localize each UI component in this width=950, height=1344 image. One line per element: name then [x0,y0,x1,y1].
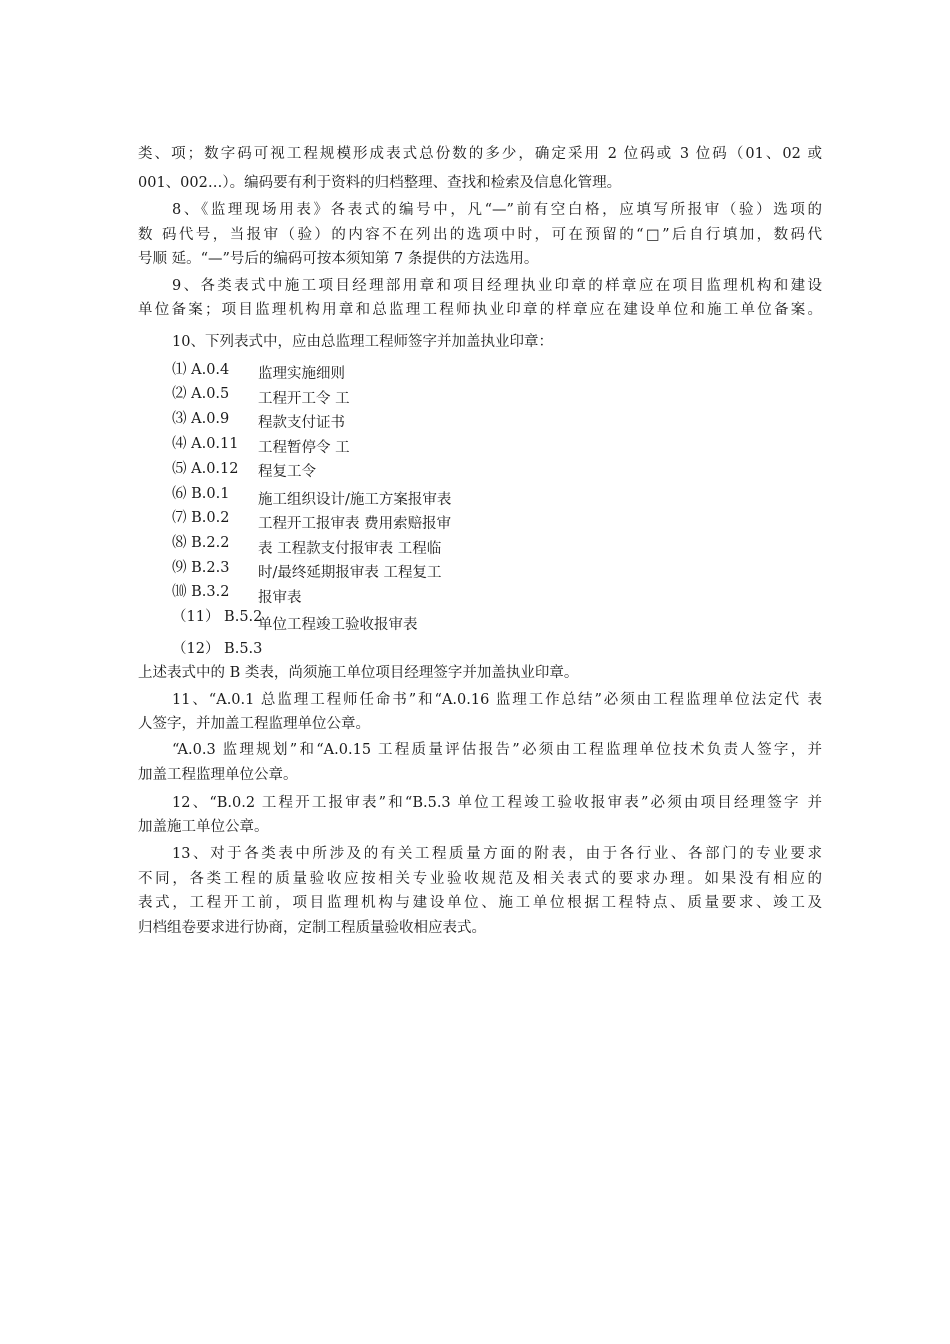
list-item-code: ⑷ A.0.11 [172,436,239,452]
list-item-code: （12） B.5.3 [172,641,263,657]
list-item-code: ⑺ B.0.2 [172,510,230,526]
list-item-description: 程款支付证书 [258,415,345,431]
text-line: 数 码代号，当报审（验）的内容不在列出的选项中时，可在预留的“□”后自行填加，数码代 [138,227,822,243]
list-item-code: ⑽ B.3.2 [172,584,230,600]
list-item-description: 工程开工令 工 [258,391,350,407]
text-line: 10、下列表式中，应由总监理工程师签字并加盖执业印章： [172,334,553,350]
text-line: 上述表式中的 B 类表，尚须施工单位项目经理签字并加盖执业印章。 [138,665,579,681]
text-line: 表式，工程开工前，项目监理机构与建设单位、施工单位根据工程特点、质量要求、竣工及 [138,895,822,911]
text-line: 不同，各类工程的质量验收应按相关专业验收规范及相关表式的要求办理。如果没有相应的 [138,871,822,887]
list-item-code: （11） B.5.2 [172,609,263,625]
list-item-code: ⑵ A.0.5 [172,386,230,402]
list-item-description: 施工组织设计/施工方案报审表 [258,492,452,508]
list-item-code: ⑹ B.0.1 [172,486,230,502]
form-list [172,360,532,657]
list-item-description: 时/最终延期报审表 工程复工 [258,565,442,581]
text-line: 号顺 延。“—”号后的编码可按本须知第 7 条提供的方法选用。 [138,251,539,267]
list-item-code: ⑶ A.0.9 [172,411,230,427]
list-item-description: 工程暂停令 工 [258,440,350,456]
list-item-code: ⑻ B.2.2 [172,535,230,551]
text-line: “A.0.3 监理规划”和“A.0.15 工程质量评估报告”必须由工程监理单位技术负责人签字，并 [172,742,822,758]
text-line: 8、《监理现场用表》各表式的编号中，凡“—”前有空白格，应填写所报审（验）选项的 [172,202,822,218]
text-line: 9、各类表式中施工项目经理部用章和项目经理执业印章的样章应在项目监理机构和建设 [172,278,822,294]
text-line: 类、项；数字码可视工程规模形成表式总份数的多少，确定采用 2 位码或 3 位码（01、02 或 [138,146,822,162]
text-line: 加盖施工单位公章。 [138,819,269,835]
list-item-description: 工程开工报审表 费用索赔报审 [258,516,452,532]
text-line: 人签字，并加盖工程监理单位公章。 [138,716,370,732]
text-line: 13、对于各类表中所涉及的有关工程质量方面的附表，由于各行业、各部门的专业要求 [172,846,822,862]
text-line: 11、“A.0.1 总监理工程师任命书”和“A.0.16 监理工作总结”必须由工程监理单位法定代 表 [172,692,822,708]
list-item-description: 监理实施细则 [258,366,345,382]
list-item-code: ⑸ A.0.12 [172,461,239,477]
text-line: 归档组卷要求进行协商，定制工程质量验收相应表式。 [138,920,486,936]
text-line: 001、002…）。编码要有利于资料的归档整理、查找和检索及信息化管理。 [138,175,622,191]
list-item-description: 程复工令 [258,464,316,480]
list-item-description: 报审表 [258,590,302,606]
list-item-description: 单位工程竣工验收报审表 [258,617,418,633]
list-item-description: 表 工程款支付报审表 工程临 [258,541,442,557]
list-item-code: ⑼ B.2.3 [172,560,230,576]
text-line: 12、“B.0.2 工程开工报审表”和“B.5.3 单位工程竣工验收报审表”必须由项目经理签字 并 [172,795,822,811]
text-line: 加盖工程监理单位公章。 [138,767,298,783]
text-line: 单位备案；项目监理机构用章和总监理工程师执业印章的样章应在建设单位和施工单位备案。 [138,302,822,318]
list-item-code: ⑴ A.0.4 [172,362,230,378]
